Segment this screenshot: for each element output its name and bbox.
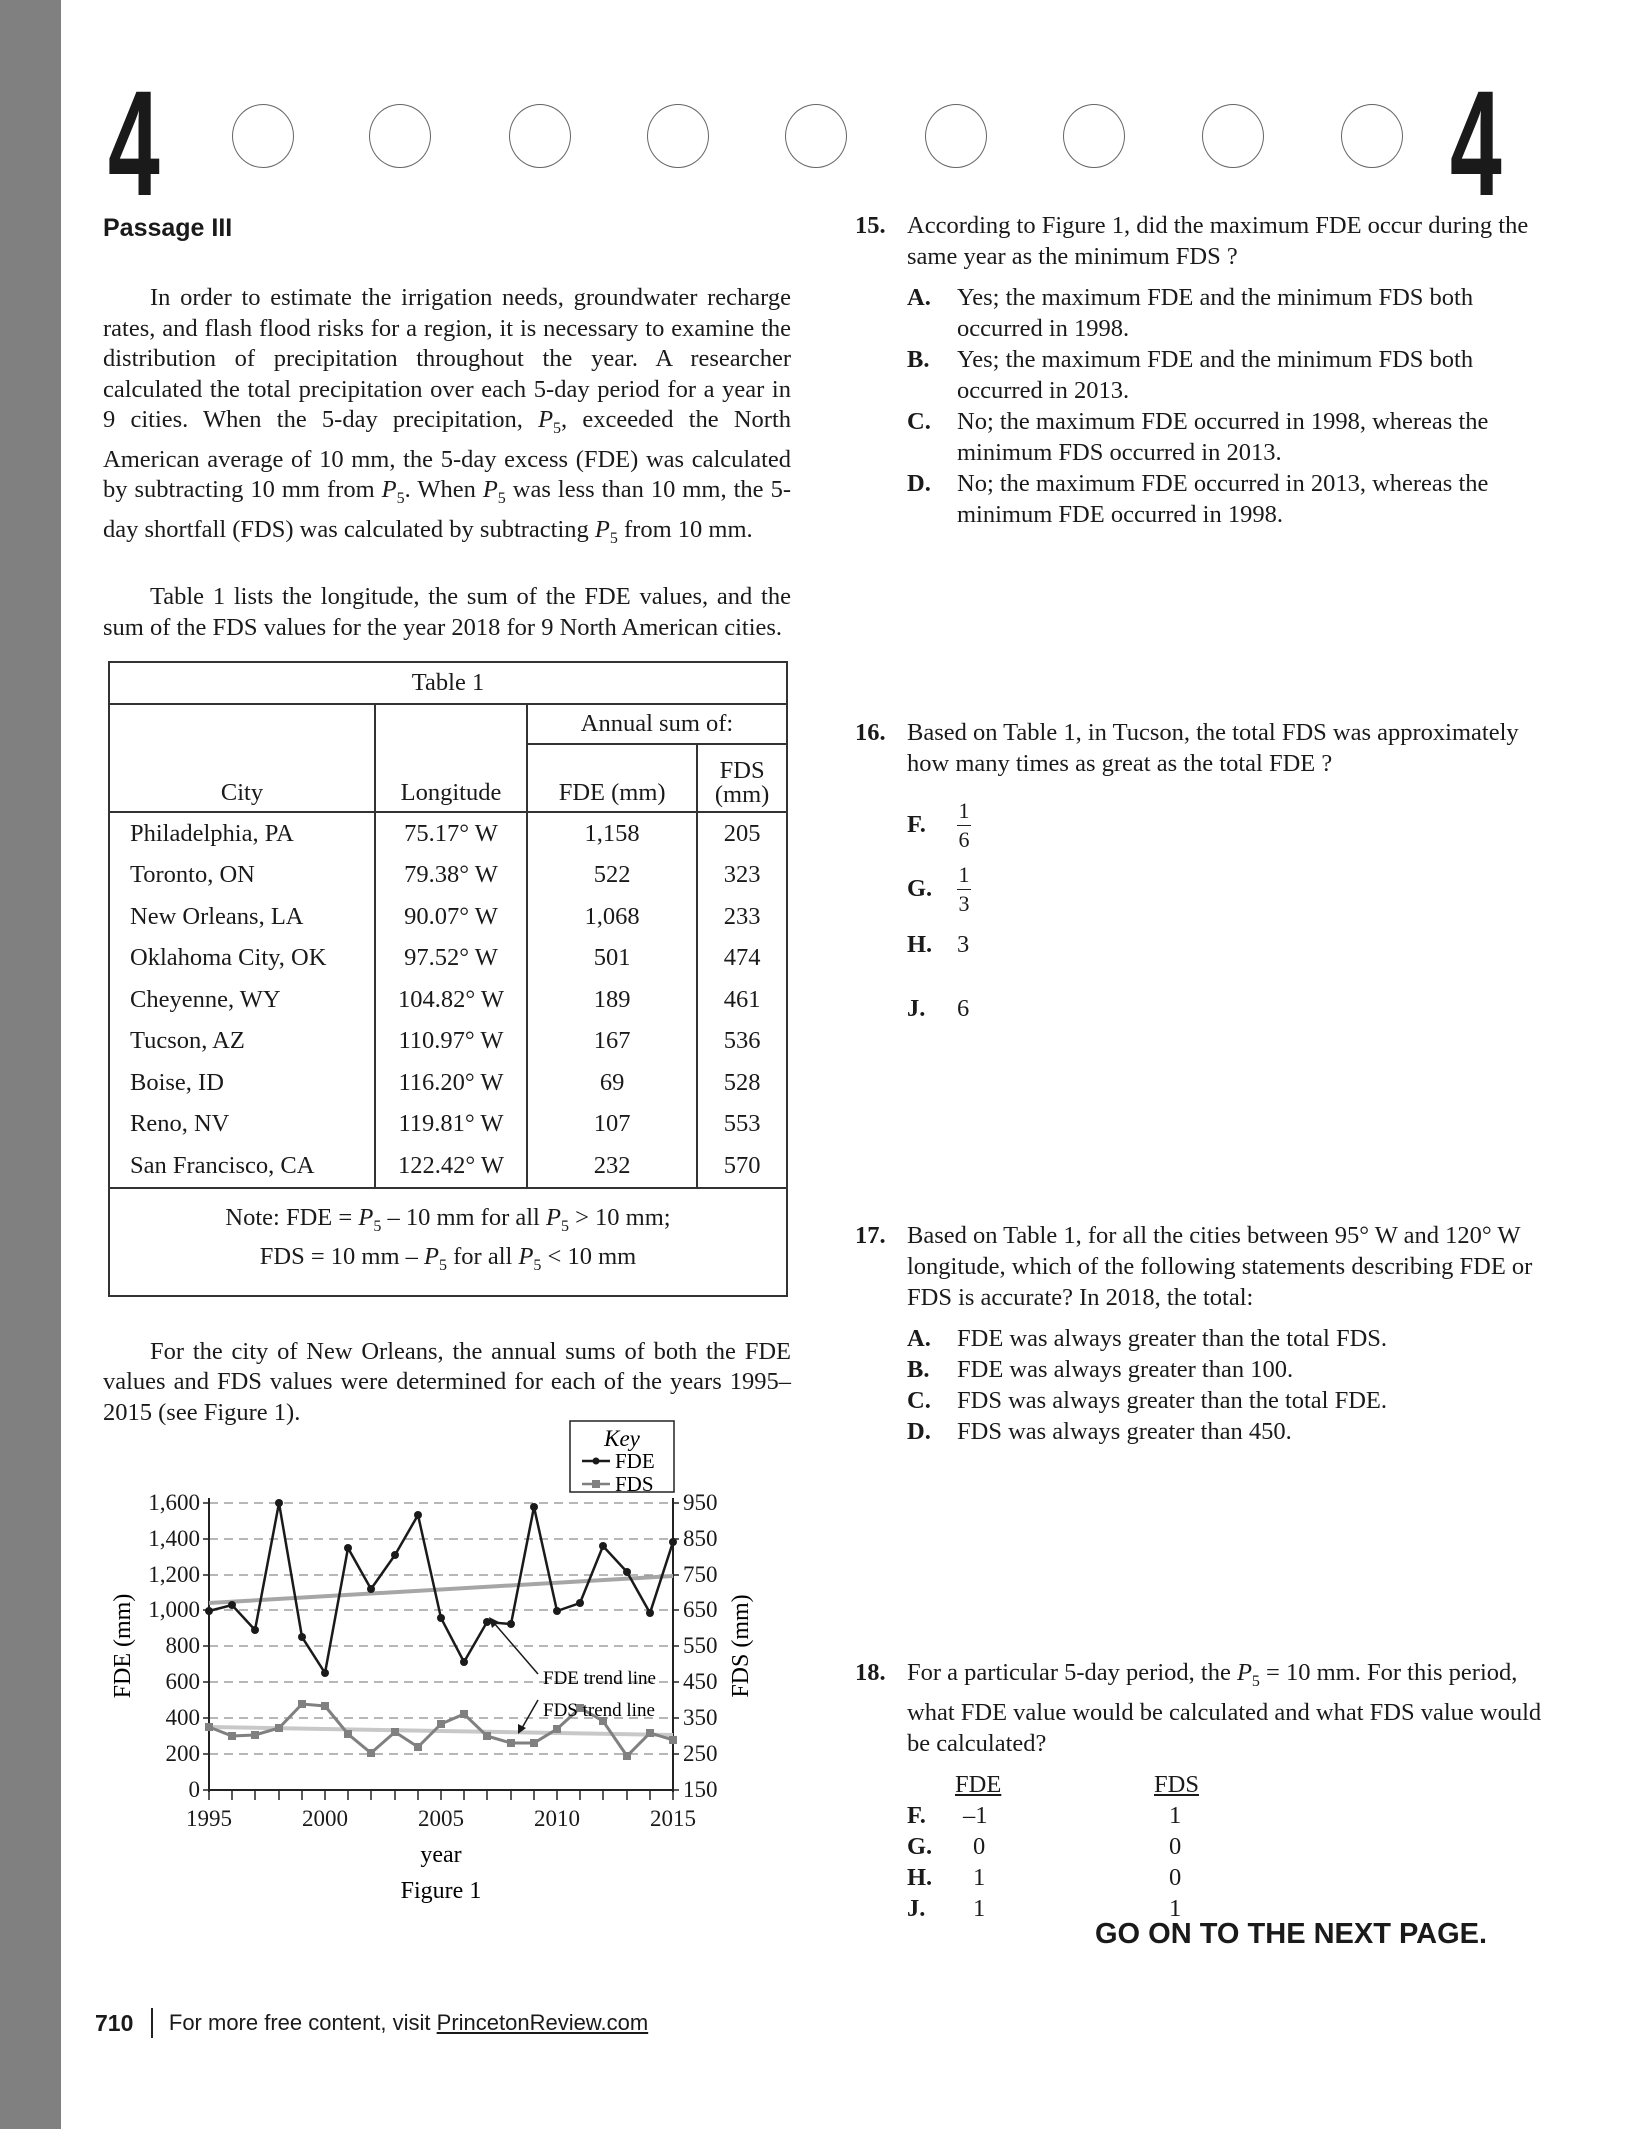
col-header-longitude: Longitude [375, 704, 527, 812]
fds-trend-annotation [518, 1700, 655, 1734]
passage-paragraph-2: Table 1 lists the longitude, the sum of the FDE values, and the sum of the FDS values for the year 2018 for 9 North American cities. [103, 583, 791, 641]
svg-text:450: 450 [683, 1669, 718, 1694]
passage-paragraph-3: For the city of New Orleans, the annual sums of both the FDE values and FDS values were determined for each of the years 1995–2015 (see Figure 1). [103, 1337, 791, 1426]
svg-text:850: 850 [683, 1526, 718, 1551]
svg-text:FDS trend line: FDS trend line [543, 1700, 655, 1721]
answer-option-g[interactable]: G. $\frac{1}{3}$ [907, 862, 970, 916]
figure-caption: Figure 1 [400, 1878, 482, 1904]
col-header-fde: FDE [955, 1771, 1002, 1798]
footer-divider [151, 2008, 153, 2038]
oval-icon [232, 104, 294, 168]
answer-option-h[interactable]: H. 1 0 [907, 1864, 1182, 1891]
oval-icon [925, 104, 987, 168]
oval-icon [1063, 104, 1125, 168]
oval-icon [509, 104, 571, 168]
svg-text:550: 550 [683, 1633, 718, 1658]
answer-option-f[interactable]: F. $\frac{1}{6}$ [907, 798, 970, 852]
fraction: $\frac{1}{6}$ [958, 798, 970, 852]
table-note: Note: FDE = $P_5 - 10$ mm for all $P_5 > 10$ mm; FDS = 10 mm – $P_5$ for all $P_5 < 10$ mm [109, 1188, 787, 1296]
svg-text:250: 250 [683, 1741, 718, 1766]
footer-promo-text: For more free content, visit [168, 2010, 437, 2035]
answer-option-d[interactable]: D. FDS was always greater than 450. [907, 1418, 1292, 1445]
question-16: 16. Based on Table 1, in Tucson, the total FDS was approximately how many times as great as the total FDE ? F. $\frac{1}{6}$ G. $\frac{1}{3}$ H. 3 J. 6 [855, 717, 1545, 1024]
table-row: Toronto, ON 79.38° W 522 323 [109, 855, 787, 897]
col-header-fds: FDS (mm) [697, 744, 787, 812]
svg-text:1995: 1995 [186, 1806, 232, 1831]
table-row: Oklahoma City, OK 97.52° W 501 474 [109, 938, 787, 980]
figure-1-chart [100, 1410, 780, 1920]
y-axis-left-label: FDE (mm) [110, 1593, 136, 1699]
section-number-right: 4 [1450, 59, 1502, 227]
section-number-left: 4 [108, 59, 160, 227]
fds-marker-icon [592, 1480, 600, 1488]
passage-column [103, 210, 791, 1428]
svg-text:2000: 2000 [302, 1806, 348, 1831]
col-header-fds: FDS [1154, 1771, 1199, 1798]
page-footer [95, 2008, 648, 2038]
answer-option-f[interactable]: F. –1 1 [907, 1802, 1182, 1829]
oval-icon [369, 104, 431, 168]
question-15: 15. According to Figure 1, did the maximum FDE occur during the same year as the minimum FDS ? A. Yes; the maximum FDE and the minimum FDS both occurred in 1998. B. Yes; the maximum FDE and the minimum FDS both occurred in 2013. C. No; the maximum FDE occurred in 1998, whereas the minimum FDS occurred in 2013. D. No; the maximum FDE occurred in 2013, whereas the minimum FDE occurred in 1998. [855, 210, 1545, 530]
answer-option-h[interactable]: H. 3 [907, 931, 970, 958]
answer-option-c[interactable]: C. No; the maximum FDE occurred in 1998, whereas the minimum FDS occurred in 2013. [907, 408, 1489, 466]
table-row: Reno, NV 119.81° W 107 553 [109, 1104, 787, 1146]
table-1 [108, 661, 788, 1297]
x-axis-label: year [420, 1842, 462, 1868]
svg-text:Key: Key [604, 1426, 640, 1451]
svg-text:1,400: 1,400 [148, 1526, 200, 1551]
table-title: Table 1 [109, 662, 787, 704]
svg-text:2015: 2015 [650, 1806, 696, 1831]
answer-option-j[interactable]: J. 1 1 [907, 1895, 1182, 1922]
fde-marker-icon [593, 1458, 600, 1465]
svg-text:FDE: FDE [615, 1449, 655, 1473]
answer-option-b[interactable]: B. FDE was always greater than 100. [907, 1356, 1294, 1383]
page-edge-bar [0, 0, 61, 2129]
header-ovals [232, 104, 1422, 170]
svg-text:2010: 2010 [534, 1806, 580, 1831]
table-row: Boise, ID 116.20° W 69 528 [109, 1062, 787, 1104]
svg-text:150: 150 [683, 1777, 718, 1802]
svg-text:1,200: 1,200 [148, 1562, 200, 1587]
svg-text:350: 350 [683, 1705, 718, 1730]
svg-text:1,000: 1,000 [148, 1597, 200, 1622]
col-group-annual-sum: Annual sum of: [527, 704, 787, 744]
svg-text:650: 650 [683, 1597, 718, 1622]
svg-text:1,600: 1,600 [148, 1490, 200, 1515]
question-17: 17. Based on Table 1, for all the cities between 95° W and 120° W longitude, which of the following statements describing FDE or FDS is accurate? In 2018, the total: A. FDE was always greater than the total FDS. B. FDE was always greater than 100. C. FDS was always greater than the total FDE. D. FDS was always greater than 450. [855, 1220, 1545, 1447]
chart-legend [570, 1421, 674, 1496]
oval-icon [647, 104, 709, 168]
table-row: Cheyenne, WY 104.82° W 189 461 [109, 979, 787, 1021]
svg-text:750: 750 [683, 1562, 718, 1587]
svg-text:200: 200 [165, 1741, 200, 1766]
table-row: Philadelphia, PA 75.17° W 1,158 205 [109, 812, 787, 855]
oval-icon [785, 104, 847, 168]
svg-text:2005: 2005 [418, 1806, 464, 1831]
table-row: Tucson, AZ 110.97° W 167 536 [109, 1021, 787, 1063]
answer-option-j[interactable]: J. 6 [907, 995, 970, 1022]
table-row: San Francisco, CA 122.42° W 232 570 [109, 1145, 787, 1188]
oval-icon [1341, 104, 1403, 168]
svg-text:950: 950 [683, 1490, 718, 1515]
table-row: New Orleans, LA 90.07° W 1,068 233 [109, 896, 787, 938]
passage-paragraph-1: In order to estimate the irrigation needs, groundwater recharge rates, and flash flood risks for a region, it is necessary to examine the distribution of precipitation throughout the year. A researcher calculated the total precipitation over each 5-day period for a year in 9 cities. When the 5-day precipitation, $P_5$, exceeded the North American average of 10 mm, the 5-day excess (FDE) was calculated by subtracting 10 mm from $P_5$. When $P_5$ was less than 10 mm, the 5-day shortfall (FDS) was calculated by subtracting $P_5$ from 10 mm. [103, 284, 791, 547]
fde-trend-line [209, 1576, 673, 1603]
svg-text:400: 400 [165, 1705, 200, 1730]
answer-option-a[interactable]: A. Yes; the maximum FDE and the minimum FDS both occurred in 1998. [907, 284, 1474, 342]
svg-text:800: 800 [165, 1633, 200, 1658]
y-axis-right-label: FDS (mm) [728, 1594, 754, 1698]
passage-title: Passage III [103, 214, 233, 242]
svg-text:FDE trend line: FDE trend line [543, 1668, 656, 1689]
svg-text:600: 600 [165, 1669, 200, 1694]
question-18: 18. For a particular 5-day period, the $P_5 = 10$ mm. For this period, what FDE value would be calculated and what FDS value would be calculated? FDE FDS F. –1 1 G. 0 0 H. 1 0 J. 1 1 [855, 1657, 1545, 1924]
col-header-city: City [109, 704, 375, 812]
princeton-review-link[interactable]: PrincetonReview.com [436, 2010, 649, 2035]
answer-option-b[interactable]: B. Yes; the maximum FDE and the minimum FDS both occurred in 2013. [907, 346, 1474, 404]
answer-option-c[interactable]: C. FDS was always greater than the total FDE. [907, 1387, 1388, 1414]
answer-option-g[interactable]: G. 0 0 [907, 1833, 1182, 1860]
fde-trend-annotation [489, 1617, 656, 1689]
svg-text:0: 0 [188, 1777, 200, 1802]
answer-option-a[interactable]: A. FDE was always greater than the total FDS. [907, 1325, 1388, 1352]
answer-option-d[interactable]: D. No; the maximum FDE occurred in 2013, whereas the minimum FDE occurred in 1998. [907, 470, 1489, 528]
col-header-fde: FDE (mm) [527, 744, 697, 812]
page-number: 710 [95, 2009, 134, 2036]
oval-icon [1202, 104, 1264, 168]
fraction: $\frac{1}{3}$ [958, 862, 970, 916]
go-on-next-page: GO ON TO THE NEXT PAGE. [1095, 1918, 1488, 1950]
svg-text:FDS: FDS [615, 1472, 654, 1496]
